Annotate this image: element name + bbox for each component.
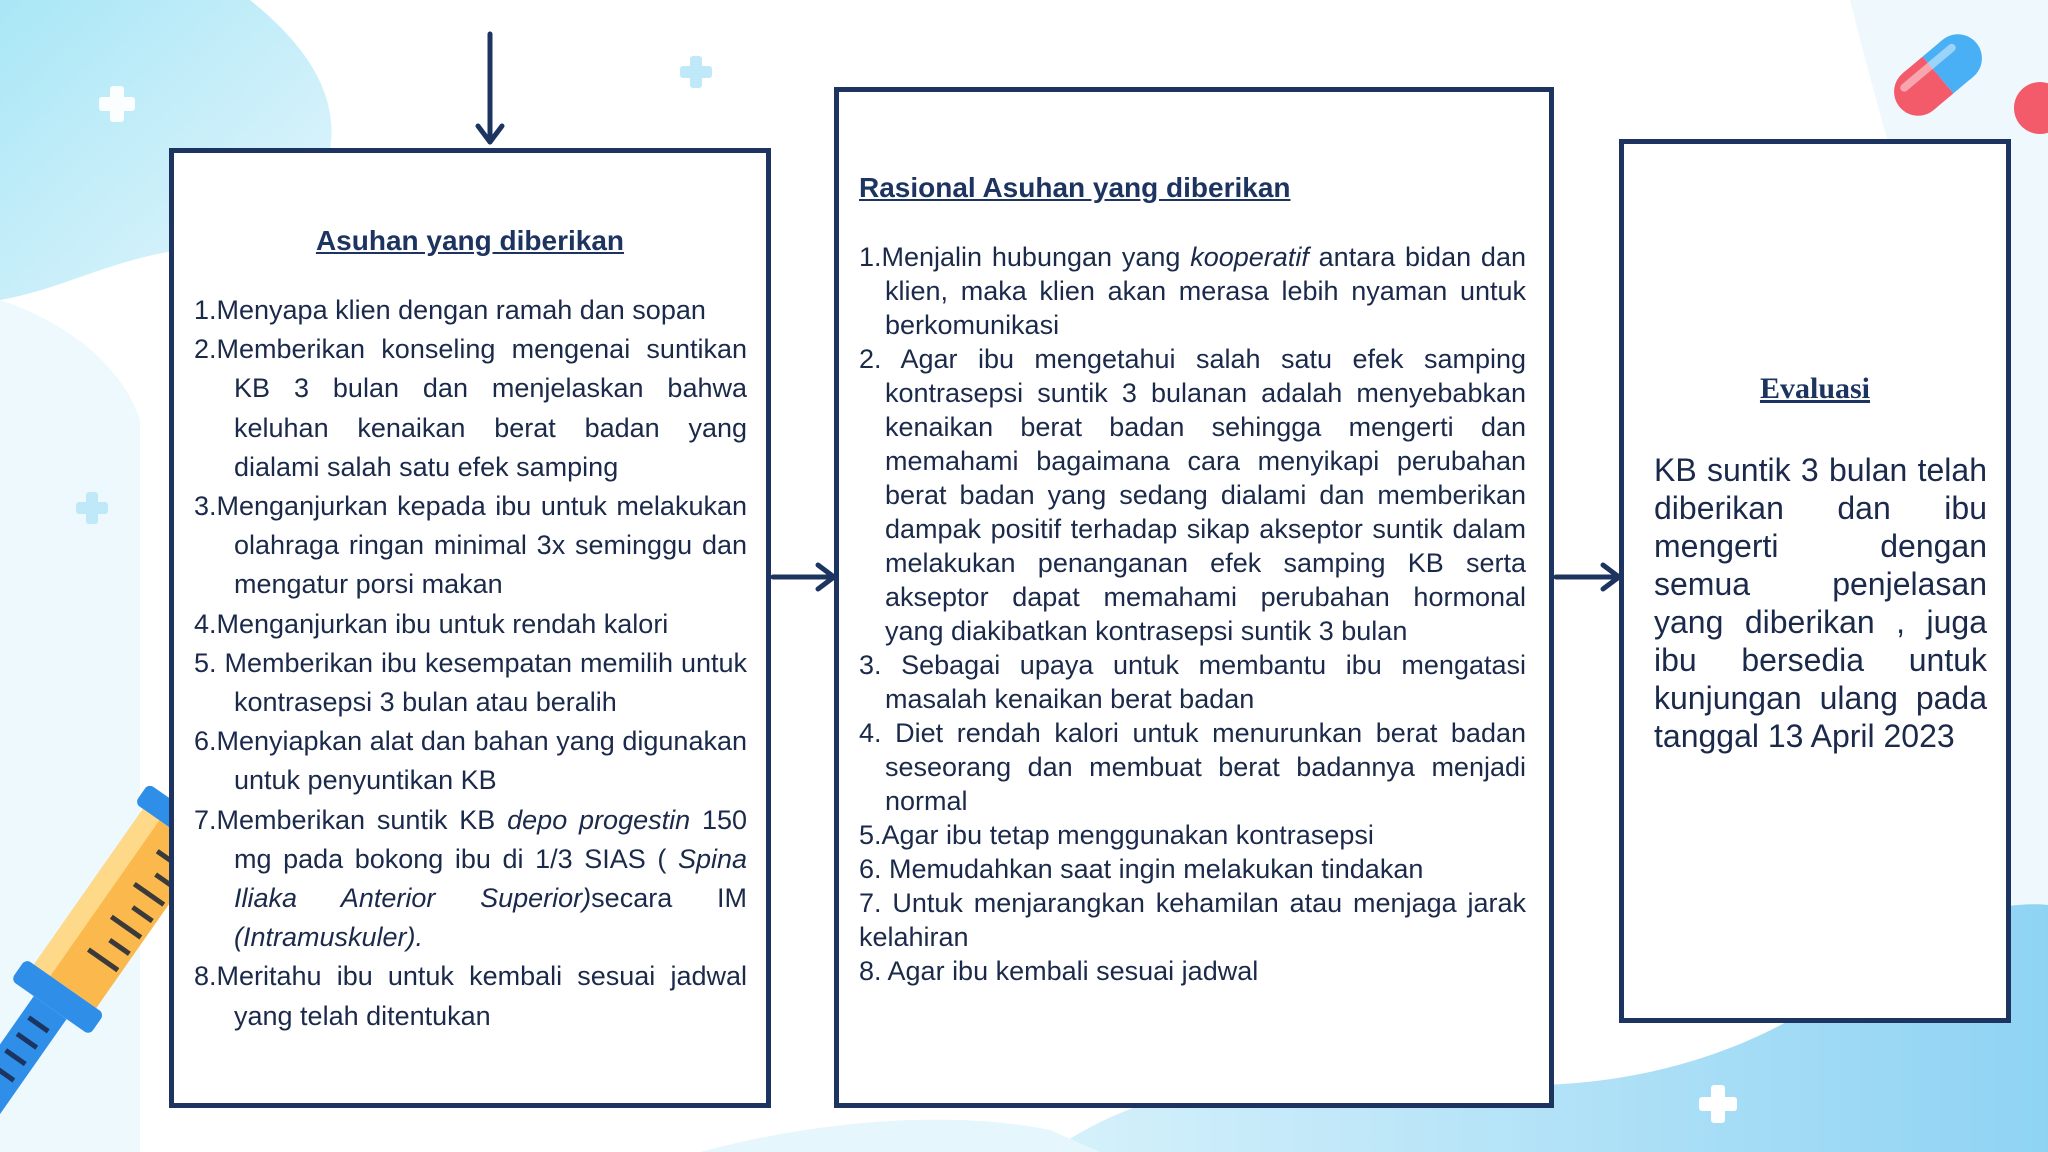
rasional-list — [859, 240, 1526, 988]
arrow-right-icon — [1556, 565, 1619, 589]
list-item — [194, 801, 747, 958]
list-item — [859, 886, 1526, 954]
list-item — [859, 954, 1526, 988]
list-item — [859, 648, 1526, 716]
plus-icon — [680, 56, 712, 88]
list-item — [194, 291, 747, 330]
wave-bottom-mid — [700, 1120, 1100, 1152]
list-item-text: 150 mg pada bokong ibu di 1/3 SIAS ( — [234, 804, 748, 874]
evaluasi-text: KB suntik 3 bulan telah diberikan dan ibu mengerti dengan semua penjelasan yang diberikan , juga ibu bersedia untuk kunjungan ulang pada tanggal 13 April 2023 — [1654, 452, 1987, 754]
list-item-text: 7. Untuk menjarangkan kehamilan atau menjaga jarak kelahiran — [859, 888, 1526, 952]
evaluasi-title: Evaluasi — [1759, 372, 1871, 405]
asuhan-title: Asuhan yang diberikan — [315, 225, 625, 256]
list-item-text: 6.Menyiapkan alat dan bahan yang digunakan untuk penyuntikan KB — [194, 726, 747, 796]
list-item-text: 1.Menyapa klien dengan ramah dan sopan — [194, 295, 706, 325]
rasional-title: Rasional Asuhan yang diberikan — [859, 172, 1291, 203]
list-item-text: 3.Menganjurkan kepada ibu untuk melakukan olahraga ringan minimal 3x seminggu dan mengatur porsi makan — [194, 491, 747, 600]
list-item-text: secara IM — [591, 883, 747, 914]
list-item — [194, 605, 747, 644]
list-item — [859, 818, 1526, 852]
arrow-down-icon — [478, 34, 502, 142]
list-item-text: 8.Meritahu ibu untuk kembali sesuai jadwal yang telah ditentukan — [194, 961, 747, 1031]
list-item — [194, 722, 747, 800]
list-item-text: 6. Memudahkan saat ingin melakukan tindakan — [859, 854, 1424, 884]
list-item — [859, 240, 1526, 342]
list-item-text: 5.Agar ibu tetap menggunakan kontrasepsi — [859, 820, 1374, 850]
list-item — [194, 957, 747, 1035]
list-item-text: 5. Memberikan ibu kesempatan memilih untuk kontrasepsi 3 bulan atau beralih — [194, 647, 747, 718]
evaluasi-box — [1619, 139, 2011, 1023]
list-item-text: Spina Iliaka Anterior Superior) — [234, 843, 748, 914]
list-item-text: 2. Agar ibu mengetahui salah satu efek samping kontrasepsi suntik 3 bulanan adalah menyebabkan kenaikan berat badan sehingga mengerti dan memahami bagaimana cara menyikapi perubahan berat badan yang sedang dialami dan memberikan dampak positif terhadap sikap akseptor suntik dalam melakukan penanganan efek samping KB serta akseptor dapat memahami perubahan hormonal yang diakibatkan kontrasepsi suntik 3 bulan — [859, 344, 1526, 646]
list-item — [194, 487, 747, 605]
list-item — [194, 330, 747, 487]
rasional-box — [834, 87, 1554, 1108]
list-item-text: 4. Diet rendah kalori untuk menurunkan berat badan seseorang dan membuat berat badannya menjadi normal — [859, 718, 1526, 816]
list-item-text: 7.Memberikan suntik KB — [194, 804, 508, 835]
list-item-text: kooperatif — [1190, 242, 1309, 272]
list-item-text: 4.Menganjurkan ibu untuk rendah kalori — [194, 608, 669, 639]
asuhan-box — [169, 148, 771, 1108]
list-item — [859, 716, 1526, 818]
asuhan-list — [194, 291, 747, 1036]
list-item-text: 1.Menjalin hubungan yang — [859, 242, 1191, 272]
list-item — [194, 644, 747, 722]
list-item-text: (Intramuskuler). — [234, 922, 424, 953]
list-item — [859, 852, 1526, 886]
list-item-text: 2.Memberikan konseling mengenai suntikan KB 3 bulan dan menjelaskan bahwa keluhan kenaikan berat badan yang dialami salah satu efek samping — [194, 334, 747, 482]
list-item-text: 3. Sebagai upaya untuk membantu ibu mengatasi masalah kenaikan berat badan — [859, 650, 1526, 714]
list-item-text: antara bidan dan klien, maka klien akan merasa lebih nyaman untuk berkomunikasi — [885, 242, 1526, 340]
arrow-right-icon — [773, 565, 834, 589]
list-item-text: depo progestin — [507, 804, 691, 835]
list-item-text: 8. Agar ibu kembali sesuai jadwal — [859, 956, 1259, 986]
list-item — [859, 342, 1526, 648]
